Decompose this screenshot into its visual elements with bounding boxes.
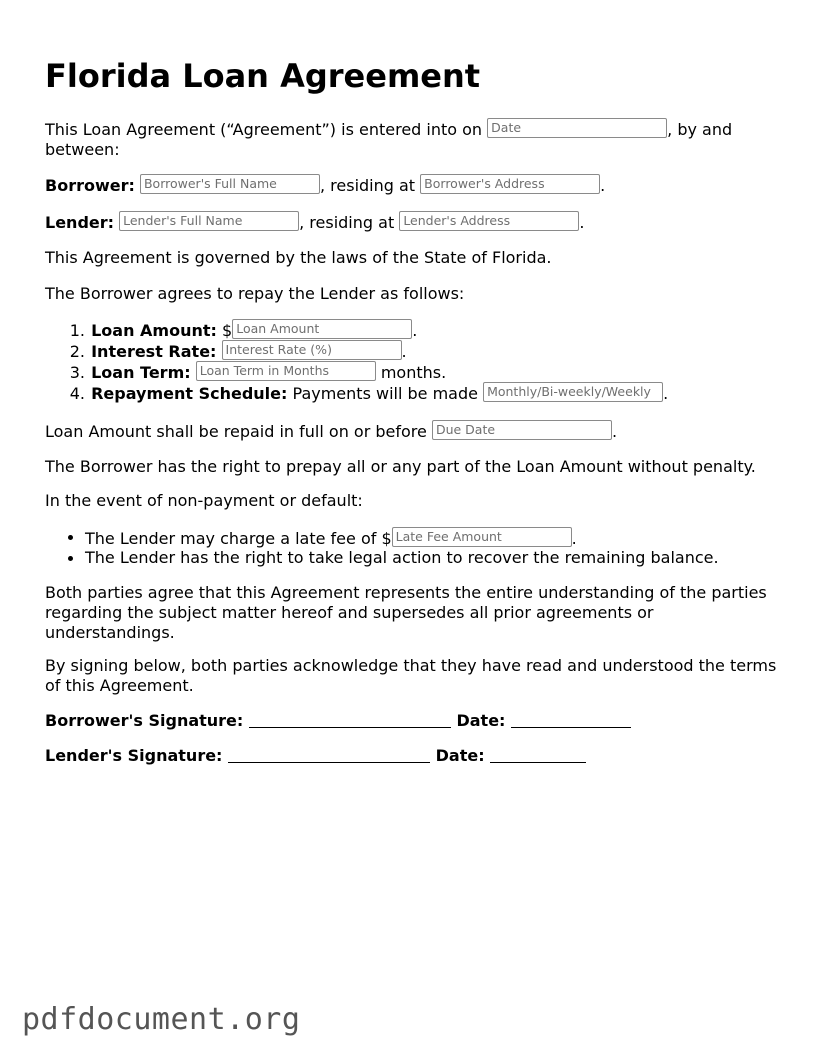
loan-amount-field[interactable] [232, 319, 412, 339]
borrower-date-label: Date: [456, 711, 506, 730]
term-label: Interest Rate: [91, 342, 217, 361]
lender-signature-field[interactable] [228, 746, 430, 763]
borrower-label: Borrower: [45, 176, 135, 195]
entire-agreement-paragraph [45, 583, 785, 643]
late-fee-period: . [571, 529, 577, 548]
prepay-text: The Borrower has the right to prepay all or any part of the Loan Amount without penalty. [45, 457, 756, 476]
lender-date-label: Date: [435, 746, 485, 765]
interest-rate-field[interactable] [222, 340, 402, 360]
intro-text-after: , by and [667, 120, 733, 139]
term-label: Loan Term: [91, 363, 191, 382]
borrower-date-field[interactable] [511, 711, 631, 728]
intro-text-line2: between: [45, 140, 120, 159]
page-title: Florida Loan Agreement [45, 57, 481, 95]
term-item-loan-amount [45, 319, 417, 341]
term-suffix: . [401, 342, 407, 361]
legal-action-item [85, 548, 719, 568]
lender-signature-label: Lender's Signature: [45, 746, 223, 765]
due-date-line [45, 420, 785, 442]
term-suffix: . [412, 321, 418, 340]
term-number: 3. [69, 363, 85, 382]
lender-signature-line [45, 746, 785, 766]
late-fee-item [85, 527, 577, 549]
term-number: 2. [69, 342, 85, 361]
intro-text: This Loan Agreement (“Agreement”) is entered into on [45, 120, 483, 139]
lender-line [45, 211, 785, 233]
governing-law-text: This Agreement is governed by the laws of the State of Florida. [45, 248, 552, 267]
late-fee-field[interactable] [392, 527, 572, 547]
term-suffix: . [663, 384, 669, 403]
lender-address-field[interactable] [399, 211, 579, 231]
intro-paragraph [45, 118, 785, 160]
term-suffix: months. [380, 363, 447, 382]
footer-watermark: pdfdocument.org [22, 1002, 301, 1037]
entire-agreement-line: Both parties agree that this Agreement represents the entire understanding of the parties [45, 583, 767, 602]
borrower-line [45, 174, 785, 196]
due-date-field[interactable] [432, 420, 612, 440]
bullet-icon [68, 535, 73, 540]
acknowledge-paragraph [45, 656, 785, 696]
due-period: . [611, 422, 618, 441]
borrower-address-field[interactable] [420, 174, 600, 194]
term-item-loan-term [45, 361, 446, 383]
borrower-residing-text: , residing at [319, 176, 416, 195]
borrower-signature-line [45, 711, 785, 731]
bullet-icon [68, 556, 73, 561]
term-item-interest-rate [45, 340, 407, 362]
term-label: Repayment Schedule: [91, 384, 288, 403]
lender-label: Lender: [45, 213, 115, 232]
borrower-signature-label: Borrower's Signature: [45, 711, 244, 730]
lender-name-field[interactable] [119, 211, 299, 231]
repayment-schedule-field[interactable] [483, 382, 663, 402]
term-number: 4. [69, 384, 85, 403]
lender-period: . [579, 213, 585, 232]
lender-date-field[interactable] [490, 746, 586, 763]
lender-residing-text: , residing at [299, 213, 395, 232]
legal-action-text: The Lender has the right to take legal action to recover the remaining balance. [85, 548, 719, 567]
default-intro-text: In the event of non-payment or default: [45, 491, 363, 510]
term-item-repayment-schedule [45, 382, 668, 404]
due-text: Loan Amount shall be repaid in full on or before [45, 422, 427, 441]
late-fee-text: The Lender may charge a late fee of $ [85, 529, 392, 548]
entire-agreement-line: regarding the subject matter hereof and supersedes all prior agreements or [45, 603, 654, 622]
acknowledge-line: By signing below, both parties acknowledge that they have read and understood the terms [45, 656, 777, 675]
entire-agreement-line: understandings. [45, 623, 175, 642]
term-prefix: Payments will be made [292, 384, 478, 403]
borrower-name-field[interactable] [140, 174, 320, 194]
term-label: Loan Amount: [91, 321, 217, 340]
term-prefix: $ [222, 321, 233, 340]
acknowledge-line: of this Agreement. [45, 676, 194, 695]
repay-intro-text: The Borrower agrees to repay the Lender as follows: [45, 284, 465, 303]
borrower-signature-field[interactable] [249, 711, 451, 728]
agreement-date-field[interactable] [487, 118, 667, 138]
term-number: 1. [69, 321, 85, 340]
borrower-period: . [600, 176, 606, 195]
loan-term-field[interactable] [196, 361, 376, 381]
